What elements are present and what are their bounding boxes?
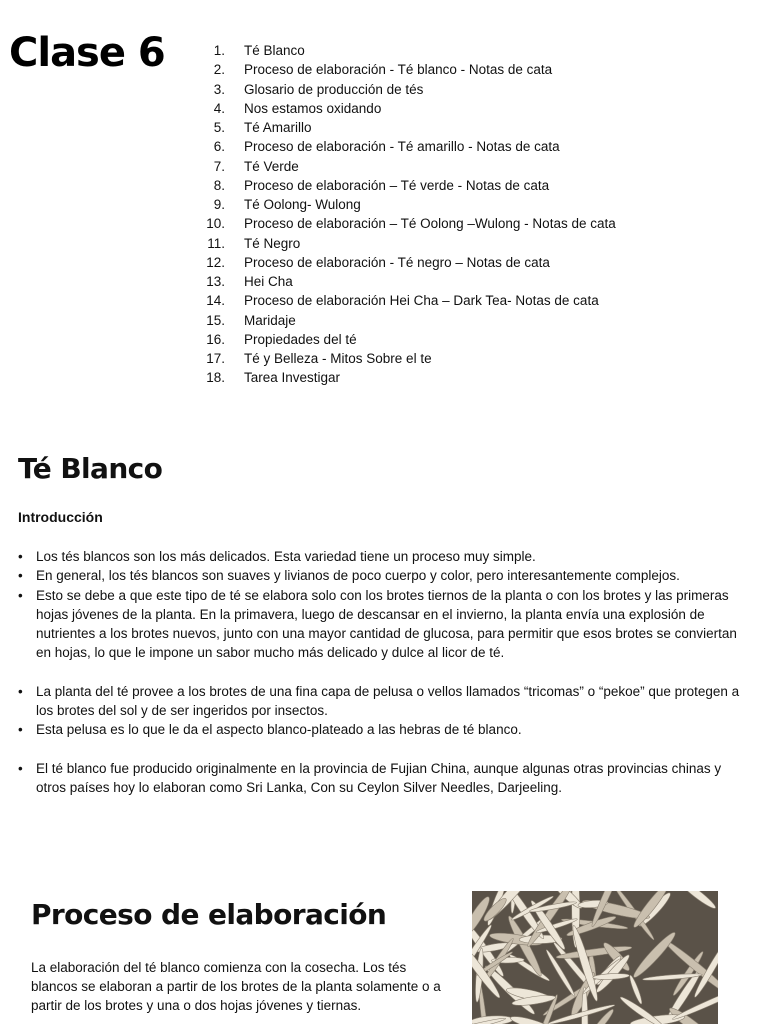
toc-item: 11. Té Negro xyxy=(207,235,301,251)
bullet-item: • Esto se debe a que este tipo de té se elabora solo con los brotes tiernos de la planta o con los brotes y las primeras hojas jóvenes de la planta. En la primavera, luego de descansar en el invierno, la planta envía una explosión de nutrientes a los brotes nuevos, junto con una mayor cantidad de glucosa, para permitir que esos brotes se conviertan en hojas, lo que le impone un sabor mucho más delicado y dulce al licor de té. xyxy=(18,586,748,663)
section-subtitle-introduccion: Introducción xyxy=(18,509,103,525)
white-tea-leaves-photo xyxy=(472,891,718,1024)
toc-item: 4. Nos estamos oxidando xyxy=(213,100,382,116)
bullet-list xyxy=(18,547,748,797)
toc-item: 6. Proceso de elaboración - Té amarillo - Notas de cata xyxy=(213,139,560,155)
toc-item: 13. Hei Cha xyxy=(206,274,293,289)
bullet-item: • Esta pelusa es lo que le da el aspecto blanco-plateado a las hebras de té blanco. xyxy=(18,720,748,739)
section-title-proceso: Proceso de elaboración xyxy=(31,898,387,931)
bullet-item: • Los tés blancos son los más delicados. Esta variedad tiene un proceso muy simple. xyxy=(18,547,748,566)
toc-item: 17. Té y Belleza - Mitos Sobre el te xyxy=(206,351,432,366)
toc-item: 8. Proceso de elaboración – Té verde - Notas de cata xyxy=(213,177,550,193)
toc-item: 7. Té Verde xyxy=(213,158,299,174)
toc-item: 16. Propiedades del té xyxy=(206,331,357,347)
toc-item: 1. Té Blanco xyxy=(213,43,305,58)
table-of-contents xyxy=(192,41,616,388)
toc-item: 9. Té Oolong- Wulong xyxy=(213,197,361,212)
section-title-te-blanco: Té Blanco xyxy=(18,452,163,485)
bullet-item: • En general, los tés blancos son suaves y livianos de poco cuerpo y color, pero interesantemente complejos. xyxy=(18,566,748,585)
section-paragraph: La elaboración del té blanco comienza con la cosecha. Los tés blancos se elaboran a partir de los brotes de la planta solamente o a partir de los brotes y una o dos hojas jóvenes y tiernas. xyxy=(31,960,441,1014)
toc-item: 2. Proceso de elaboración - Té blanco - Notas de cata xyxy=(213,62,553,78)
toc-item: 14. Proceso de elaboración Hei Cha – Dark Tea- Notas de cata xyxy=(206,293,599,309)
toc-item: 3. Glosario de producción de tés xyxy=(213,81,424,97)
toc-item: 5. Té Amarillo xyxy=(213,120,312,135)
tea-leaves-illustration xyxy=(472,891,718,1024)
bullet-item: • La planta del té provee a los brotes de una fina capa de pelusa o vellos llamados “tricomas” o “pekoe” que protegen a los brotes del sol y de ser ingeridos por insectos. xyxy=(18,682,748,721)
toc-item: 10. Proceso de elaboración – Té Oolong –Wulong - Notas de cata xyxy=(206,216,616,232)
clase-title: Clase 6 xyxy=(9,30,165,76)
toc-item: 15. Maridaje xyxy=(206,312,296,328)
toc-item: 12. Proceso de elaboración - Té negro – Notas de cata xyxy=(206,254,550,270)
toc-item: 18. Tarea Investigar xyxy=(206,370,341,386)
bullet-item: • El té blanco fue producido originalmente en la provincia de Fujian China, aunque algunas otras provincias chinas y otros países hoy lo elaboran como Sri Lanka, Con su Ceylon Silver Needles, Darjeeling. xyxy=(18,759,748,798)
